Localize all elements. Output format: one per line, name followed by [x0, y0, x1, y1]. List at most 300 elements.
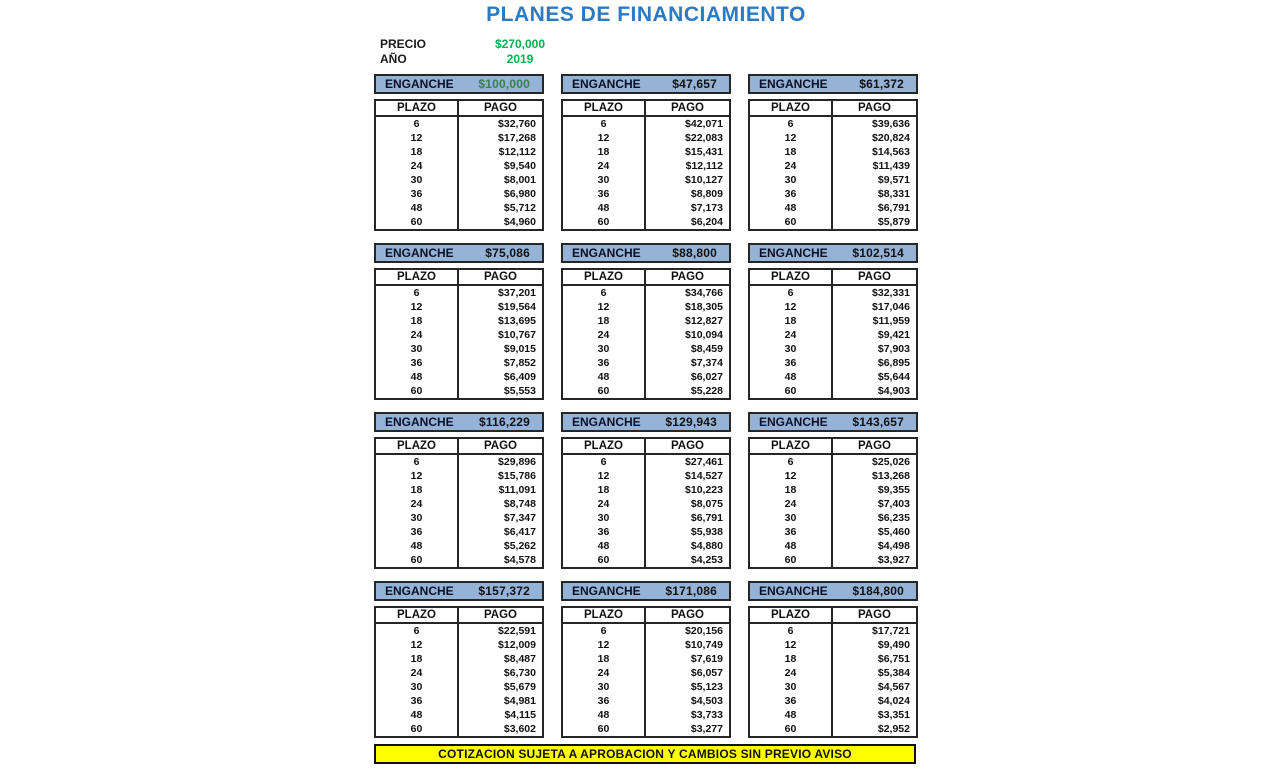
pago-cell: $9,421: [877, 329, 910, 341]
plazo-cell: 18: [750, 145, 833, 159]
pago-cell: $14,527: [685, 470, 723, 482]
plazo-column-header: PLAZO: [376, 270, 459, 284]
plazo-cell: 48: [750, 370, 833, 384]
plan-table-header-row: [376, 439, 542, 455]
plan-table-header-row: [563, 608, 729, 624]
plazo-cell: 12: [750, 638, 833, 652]
plan-table-row: [750, 384, 916, 398]
plazo-cell: 6: [563, 455, 646, 469]
plan-table-row: [563, 455, 729, 469]
pago-cell: $9,540: [503, 160, 536, 172]
plazo-cell: 36: [750, 525, 833, 539]
plan-table-row: [750, 159, 916, 173]
pago-cell: $6,791: [877, 202, 910, 214]
pago-column-header: PAGO: [857, 440, 891, 452]
pago-cell: $5,679: [503, 681, 536, 693]
plan-table-row: [376, 708, 542, 722]
plazo-cell: 36: [376, 525, 459, 539]
plazo-column-header: PLAZO: [376, 608, 459, 622]
plazo-cell: 24: [750, 666, 833, 680]
plazo-cell: 6: [376, 455, 459, 469]
plazo-cell: 30: [563, 342, 646, 356]
plazo-cell: 60: [750, 384, 833, 398]
pago-cell: $11,091: [498, 484, 536, 496]
plan-table-row: [563, 624, 729, 638]
pago-cell: $10,127: [685, 174, 723, 186]
enganche-label: ENGANCHE: [759, 77, 828, 91]
pago-cell: $6,235: [877, 512, 910, 524]
plan-table-row: [376, 159, 542, 173]
enganche-value: $47,657: [672, 77, 717, 91]
enganche-label: ENGANCHE: [385, 246, 454, 260]
plazo-cell: 12: [376, 469, 459, 483]
plazo-cell: 6: [750, 624, 833, 638]
plan-table-row: [563, 384, 729, 398]
plan-table-row: [750, 511, 916, 525]
plazo-cell: 48: [563, 539, 646, 553]
pago-cell: $4,024: [877, 695, 910, 707]
plan-table-row: [750, 638, 916, 652]
plan-table-row: [376, 511, 542, 525]
plan-table-header-row: [750, 270, 916, 286]
plazo-cell: 6: [750, 455, 833, 469]
enganche-header: [748, 243, 918, 263]
plazo-cell: 6: [563, 286, 646, 300]
pago-cell: $17,268: [498, 132, 536, 144]
plan-table-row: [750, 201, 916, 215]
plazo-cell: 30: [750, 680, 833, 694]
enganche-header: [561, 581, 731, 601]
plan-table-row: [750, 624, 916, 638]
plazo-cell: 24: [750, 159, 833, 173]
enganche-header: [374, 581, 544, 601]
pago-cell: $8,809: [690, 188, 723, 200]
plan-table-row: [750, 497, 916, 511]
plan-table-row: [376, 328, 542, 342]
plazo-cell: 60: [750, 722, 833, 736]
pago-cell: $22,083: [685, 132, 723, 144]
plan-table-row: [376, 722, 542, 736]
pago-column-header: PAGO: [483, 102, 517, 114]
plazo-cell: 18: [376, 652, 459, 666]
plan-table-row: [563, 145, 729, 159]
plan-card: [561, 74, 731, 231]
plazo-cell: 60: [563, 553, 646, 567]
plazo-cell: 12: [563, 300, 646, 314]
plazo-cell: 18: [376, 483, 459, 497]
plan-table-row: [563, 666, 729, 680]
disclaimer-banner: COTIZACION SUJETA A APROBACION Y CAMBIOS SIN PREVIO AVISO: [374, 744, 916, 764]
plan-table-row: [750, 131, 916, 145]
pago-cell: $3,351: [877, 709, 910, 721]
plazo-column-header: PLAZO: [563, 439, 646, 453]
pago-cell: $8,459: [690, 343, 723, 355]
plan-table-row: [563, 483, 729, 497]
year-row: [380, 51, 564, 66]
plan-table-row: [376, 286, 542, 300]
plazo-cell: 48: [563, 201, 646, 215]
pago-cell: $17,721: [872, 625, 910, 637]
pago-cell: $13,268: [872, 470, 910, 482]
plan-table: [748, 606, 918, 738]
pago-cell: $12,827: [685, 315, 723, 327]
plazo-cell: 24: [376, 497, 459, 511]
pago-column-header: PAGO: [670, 440, 704, 452]
plazo-cell: 36: [750, 187, 833, 201]
plazo-cell: 60: [563, 384, 646, 398]
enganche-label: ENGANCHE: [759, 246, 828, 260]
pago-cell: $34,766: [685, 287, 723, 299]
plan-table-row: [376, 187, 542, 201]
enganche-header: [561, 74, 731, 94]
plazo-cell: 48: [750, 708, 833, 722]
plazo-cell: 6: [750, 286, 833, 300]
enganche-label: ENGANCHE: [759, 584, 828, 598]
plan-table-row: [750, 539, 916, 553]
plan-table-row: [376, 483, 542, 497]
plazo-cell: 18: [563, 314, 646, 328]
enganche-value: $143,657: [852, 415, 904, 429]
plan-table-row: [750, 694, 916, 708]
plan-table-row: [750, 314, 916, 328]
plan-table: [748, 268, 918, 400]
pago-cell: $5,384: [877, 667, 910, 679]
pago-cell: $7,374: [690, 357, 723, 369]
plan-table-row: [563, 553, 729, 567]
price-row: [380, 36, 564, 51]
plazo-cell: 12: [376, 131, 459, 145]
plan-card: [748, 243, 918, 400]
pago-cell: $20,156: [685, 625, 723, 637]
pago-cell: $42,071: [685, 118, 723, 130]
pago-cell: $6,980: [503, 188, 536, 200]
plazo-cell: 24: [376, 159, 459, 173]
plazo-column-header: PLAZO: [563, 608, 646, 622]
enganche-header: [748, 581, 918, 601]
pago-column-header: PAGO: [857, 609, 891, 621]
plazo-cell: 60: [563, 722, 646, 736]
enganche-value: $61,372: [859, 77, 904, 91]
plazo-cell: 24: [563, 159, 646, 173]
plan-card: [561, 581, 731, 738]
plan-card: [748, 581, 918, 738]
plazo-column-header: PLAZO: [563, 270, 646, 284]
plan-table-row: [750, 117, 916, 131]
pago-cell: $8,075: [690, 498, 723, 510]
pago-cell: $5,879: [877, 216, 910, 228]
plazo-cell: 12: [376, 300, 459, 314]
plazo-cell: 30: [750, 173, 833, 187]
plan-table-row: [376, 525, 542, 539]
plazo-column-header: PLAZO: [376, 101, 459, 115]
pago-cell: $37,201: [498, 287, 536, 299]
plan-table-row: [563, 356, 729, 370]
enganche-label: ENGANCHE: [385, 77, 454, 91]
enganche-value: $75,086: [485, 246, 530, 260]
plan-card: [374, 412, 544, 569]
plan-table-row: [376, 215, 542, 229]
price-label: PRECIO: [380, 36, 427, 51]
plazo-cell: 36: [376, 356, 459, 370]
pago-cell: $4,903: [877, 385, 910, 397]
plazo-cell: 24: [376, 328, 459, 342]
plazo-cell: 6: [376, 286, 459, 300]
pago-cell: $7,403: [877, 498, 910, 510]
plazo-cell: 36: [563, 356, 646, 370]
plazo-cell: 6: [376, 117, 459, 131]
enganche-label: ENGANCHE: [385, 584, 454, 598]
plazo-cell: 48: [750, 539, 833, 553]
pago-column-header: PAGO: [483, 440, 517, 452]
plazo-cell: 36: [750, 694, 833, 708]
plan-table-row: [563, 173, 729, 187]
plan-table-header-row: [563, 439, 729, 455]
plan-table-row: [563, 539, 729, 553]
plan-table-row: [750, 300, 916, 314]
plan-table-row: [563, 722, 729, 736]
plan-table: [561, 437, 731, 569]
plan-table-row: [563, 286, 729, 300]
plan-table-header-row: [376, 608, 542, 624]
plazo-cell: 12: [750, 469, 833, 483]
plan-table-row: [376, 694, 542, 708]
plan-table-row: [376, 666, 542, 680]
enganche-label: ENGANCHE: [759, 415, 828, 429]
plazo-cell: 48: [376, 201, 459, 215]
plazo-cell: 18: [750, 483, 833, 497]
plazo-cell: 6: [563, 117, 646, 131]
pago-cell: $6,409: [503, 371, 536, 383]
plan-table-row: [376, 539, 542, 553]
pago-cell: $5,712: [503, 202, 536, 214]
plan-table-row: [376, 455, 542, 469]
plan-table: [561, 268, 731, 400]
plazo-column-header: PLAZO: [750, 439, 833, 453]
plan-table-header-row: [376, 270, 542, 286]
pago-cell: $5,938: [690, 526, 723, 538]
plazo-cell: 12: [750, 300, 833, 314]
enganche-value: $184,800: [852, 584, 904, 598]
pago-cell: $5,228: [690, 385, 723, 397]
plan-table-row: [750, 342, 916, 356]
enganche-label: ENGANCHE: [572, 246, 641, 260]
plan-table-row: [563, 187, 729, 201]
plan-table: [374, 99, 544, 231]
plazo-cell: 30: [750, 342, 833, 356]
plan-table-row: [750, 483, 916, 497]
plan-table-row: [750, 680, 916, 694]
plan-card: [374, 243, 544, 400]
plan-table-row: [376, 370, 542, 384]
plazo-cell: 36: [563, 694, 646, 708]
plan-table-row: [750, 215, 916, 229]
plan-table-row: [376, 201, 542, 215]
year-label: AÑO: [380, 51, 407, 66]
plazo-cell: 30: [376, 511, 459, 525]
pago-cell: $6,751: [877, 653, 910, 665]
plazo-cell: 48: [750, 201, 833, 215]
enganche-label: ENGANCHE: [572, 584, 641, 598]
pago-cell: $5,553: [503, 385, 536, 397]
pago-cell: $19,564: [498, 301, 536, 313]
pago-cell: $18,305: [685, 301, 723, 313]
pago-cell: $5,123: [690, 681, 723, 693]
plan-card: [374, 581, 544, 738]
pago-cell: $10,749: [685, 639, 723, 651]
plan-table-row: [376, 300, 542, 314]
pago-cell: $6,204: [690, 216, 723, 228]
plan-table-row: [563, 370, 729, 384]
plan-table-row: [563, 638, 729, 652]
plazo-cell: 36: [563, 525, 646, 539]
plan-table-header-row: [376, 101, 542, 117]
plan-table-row: [750, 328, 916, 342]
plazo-cell: 30: [376, 680, 459, 694]
plan-table-row: [750, 708, 916, 722]
plan-table-row: [376, 117, 542, 131]
pago-cell: $8,748: [503, 498, 536, 510]
plan-table: [374, 606, 544, 738]
plazo-column-header: PLAZO: [750, 270, 833, 284]
plazo-cell: 30: [376, 342, 459, 356]
plazo-column-header: PLAZO: [376, 439, 459, 453]
plazo-cell: 12: [563, 131, 646, 145]
plan-table-row: [750, 145, 916, 159]
pago-cell: $4,498: [877, 540, 910, 552]
plan-table-row: [376, 553, 542, 567]
pago-cell: $39,636: [872, 118, 910, 130]
plan-table-row: [563, 469, 729, 483]
plazo-column-header: PLAZO: [750, 608, 833, 622]
pago-cell: $5,644: [877, 371, 910, 383]
plazo-cell: 30: [563, 173, 646, 187]
plazo-cell: 18: [563, 652, 646, 666]
enganche-value: $171,086: [665, 584, 717, 598]
pago-column-header: PAGO: [670, 271, 704, 283]
plan-card: [561, 412, 731, 569]
plazo-column-header: PLAZO: [563, 101, 646, 115]
financing-sheet: [374, 0, 918, 768]
enganche-value: $129,943: [665, 415, 717, 429]
plan-table-row: [750, 286, 916, 300]
pago-cell: $6,027: [690, 371, 723, 383]
plan-table-row: [376, 356, 542, 370]
plazo-cell: 48: [563, 708, 646, 722]
pago-cell: $8,001: [503, 174, 536, 186]
pago-cell: $13,695: [498, 315, 536, 327]
plan-table-row: [376, 624, 542, 638]
pago-cell: $3,927: [877, 554, 910, 566]
plans-grid: [374, 74, 918, 738]
plazo-cell: 30: [750, 511, 833, 525]
plazo-cell: 6: [750, 117, 833, 131]
plan-table-row: [563, 708, 729, 722]
pago-cell: $4,578: [503, 554, 536, 566]
pago-cell: $20,824: [872, 132, 910, 144]
plazo-cell: 60: [750, 553, 833, 567]
plan-card: [748, 74, 918, 231]
plazo-cell: 60: [563, 215, 646, 229]
plan-table-row: [376, 384, 542, 398]
pago-cell: $22,591: [498, 625, 536, 637]
pago-cell: $9,490: [877, 639, 910, 651]
plazo-cell: 18: [376, 314, 459, 328]
pago-cell: $4,503: [690, 695, 723, 707]
plazo-cell: 12: [376, 638, 459, 652]
enganche-label: ENGANCHE: [572, 415, 641, 429]
plan-table-row: [563, 328, 729, 342]
plan-table-row: [750, 370, 916, 384]
plazo-cell: 36: [376, 694, 459, 708]
plazo-cell: 24: [563, 328, 646, 342]
plazo-cell: 48: [376, 370, 459, 384]
pago-cell: $12,009: [498, 639, 536, 651]
pago-cell: $12,112: [685, 160, 723, 172]
plazo-cell: 24: [376, 666, 459, 680]
pago-cell: $9,355: [877, 484, 910, 496]
plan-table-row: [750, 722, 916, 736]
enganche-value: $102,514: [852, 246, 904, 260]
enganche-header: [374, 74, 544, 94]
plan-table-row: [750, 469, 916, 483]
plazo-cell: 24: [563, 666, 646, 680]
pago-cell: $32,760: [498, 118, 536, 130]
plan-table: [561, 99, 731, 231]
pago-cell: $6,730: [503, 667, 536, 679]
plan-card: [374, 74, 544, 231]
pago-cell: $4,981: [503, 695, 536, 707]
page-title: PLANES DE FINANCIAMIENTO: [486, 3, 806, 26]
plazo-cell: 24: [750, 497, 833, 511]
price-value: $270,000: [494, 36, 546, 51]
enganche-label: ENGANCHE: [385, 415, 454, 429]
pago-cell: $25,026: [872, 456, 910, 468]
plazo-cell: 6: [563, 624, 646, 638]
plazo-cell: 18: [750, 652, 833, 666]
plazo-cell: 18: [563, 145, 646, 159]
plan-table: [561, 606, 731, 738]
pago-cell: $15,431: [685, 146, 723, 158]
plazo-cell: 30: [563, 680, 646, 694]
plazo-cell: 24: [563, 497, 646, 511]
enganche-value: $157,372: [478, 584, 530, 598]
enganche-header: [561, 243, 731, 263]
plazo-cell: 48: [376, 539, 459, 553]
plan-table-header-row: [750, 608, 916, 624]
pago-cell: $17,046: [872, 301, 910, 313]
plan-table: [748, 437, 918, 569]
enganche-value: $100,000: [478, 77, 530, 91]
plan-table-row: [563, 342, 729, 356]
pago-cell: $15,786: [498, 470, 536, 482]
plan-table-row: [376, 497, 542, 511]
pago-cell: $3,602: [503, 723, 536, 735]
plan-table-row: [563, 680, 729, 694]
plan-table-row: [750, 525, 916, 539]
plan-table-row: [563, 314, 729, 328]
pago-cell: $10,223: [685, 484, 723, 496]
enganche-label: ENGANCHE: [572, 77, 641, 91]
plazo-cell: 24: [750, 328, 833, 342]
plan-table-row: [376, 680, 542, 694]
enganche-header: [374, 412, 544, 432]
plan-table-row: [563, 652, 729, 666]
pago-cell: $32,331: [872, 287, 910, 299]
pago-column-header: PAGO: [670, 609, 704, 621]
pago-cell: $6,895: [877, 357, 910, 369]
plan-table-row: [750, 553, 916, 567]
pago-cell: $4,880: [690, 540, 723, 552]
